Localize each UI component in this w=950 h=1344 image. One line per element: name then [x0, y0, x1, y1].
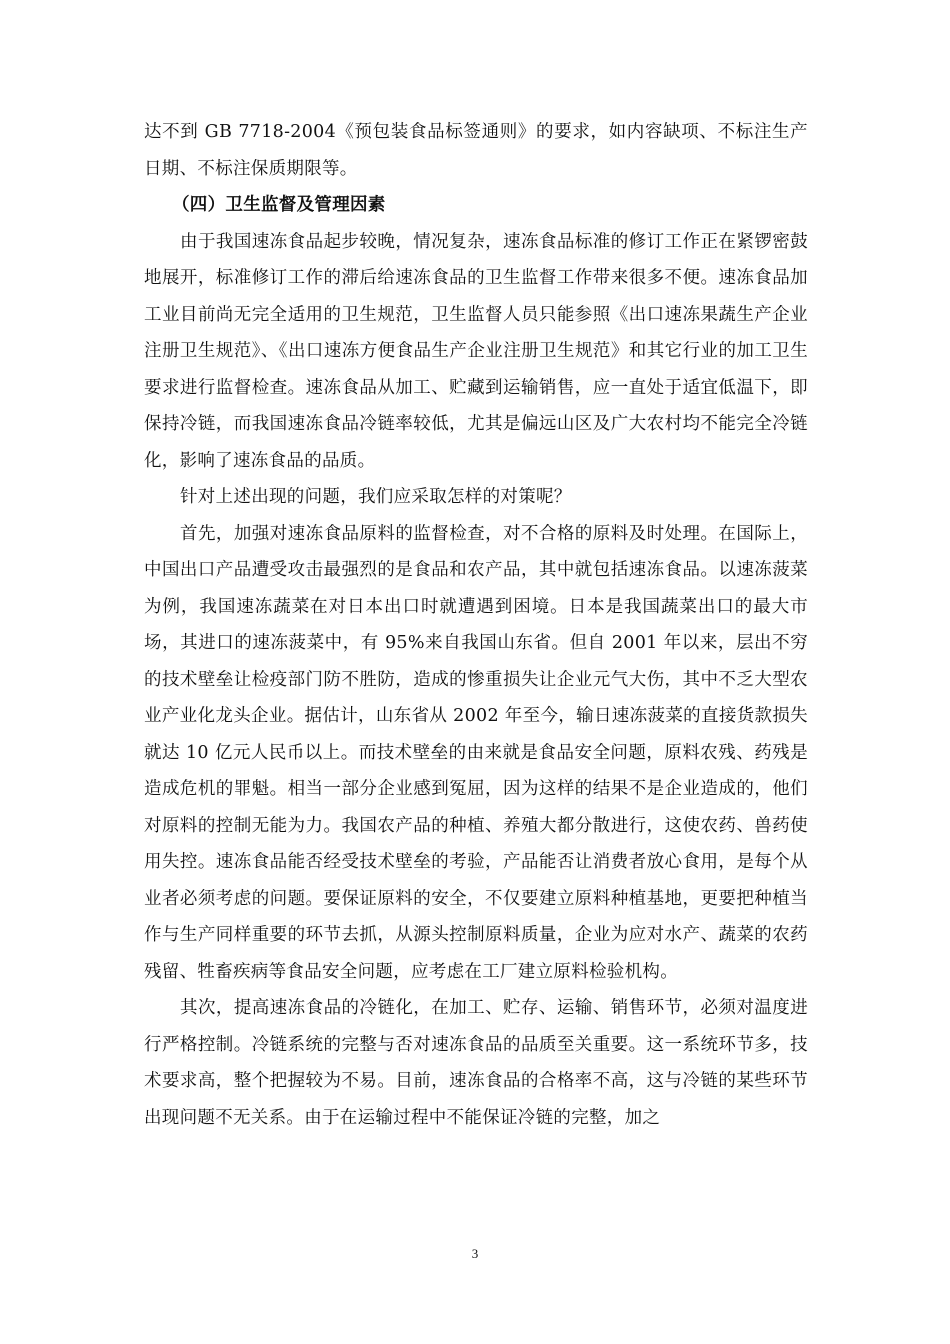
document-body — [144, 114, 808, 1136]
paragraph-countermeasures-question: 针对上述出现的问题，我们应采取怎样的对策呢？ — [180, 487, 572, 507]
paragraph-cold-chain: 其次，提高速冻食品的冷链化，在加工、贮存、运输、销售环节，必须对温度进行严格控制。冷链系统的完整与否对速冻食品的品质至关重要。这一系统环节多，技术要求高，整个把握较为不易。目前，速冻食品的合格率不高，这与冷链的某些环节出现问题不无关系。由于在运输过程中不能保证冷链的完整，加之 — [144, 998, 808, 1128]
section-heading-hygiene-supervision: （四）卫生监督及管理因素 — [172, 195, 386, 215]
paragraph-hygiene-supervision: 由于我国速冻食品起步较晚，情况复杂，速冻食品标准的修订工作正在紧锣密鼓地展开，标准修订工作的滞后给速冻食品的卫生监督工作带来很多不便。速冻食品加工业目前尚无完全适用的卫生规范，卫生监督人员只能参照《出口速冻果蔬生产企业注册卫生规范》、《出口速冻方便食品生产企业注册卫生规范》和其它行业的加工卫生要求进行监督检查。速冻食品从加工、贮藏到运输销售，应一直处于适宜低温下，即保持冷链，而我国速冻食品冷链率较低，尤其是偏远山区及广大农村均不能完全冷链化，影响了速冻食品的品质。 — [144, 231, 808, 471]
page-number: 3 — [471, 1246, 479, 1261]
paragraph-raw-material-inspection: 首先，加强对速冻食品原料的监督检查，对不合格的原料及时处理。在国际上，中国出口产品遭受攻击最强烈的是食品和农产品，其中就包括速冻食品。以速冻菠菜为例，我国速冻蔬菜在对日本出口时就遭遇到困境。日本是我国蔬菜出口的最大市场，其进口的速冻菠菜中，有 95%来自我国山东省。但自 2001 年以来，层出不穷的技术壁垒让检疫部门防不胜防，造成的惨重损失让企业元气大伤，其中不乏大型农业产业化龙头企业。据估计，山东省从 2002 年至今，输日速冻菠菜的直接货款损失就达 10 亿元人民币以上。而技术壁垒的由来就是食品安全问题，原料农残、药残是造成危机的罪魁。相当一部分企业感到冤屈，因为这样的结果不是企业造成的，他们对原料的控制无能为力。我国农产品的种植、养殖大都分散进行，这使农药、兽药使用失控。速冻食品能否经受技术壁垒的考验，产品能否让消费者放心食用，是每个从业者必须考虑的问题。要保证原料的安全，不仅要建立原料种植基地，更要把种植当作与生产同样重要的环节去抓，从源头控制原料质量，企业为应对水产、蔬菜的农药残留、牲畜疾病等食品安全问题，应考虑在工厂建立原料检验机构。 — [144, 523, 808, 982]
paragraph-label-requirements: 达不到 GB 7718-2004《预包装食品标签通则》的要求，如内容缺项、不标注生产日期、不标注保质期限等。 — [144, 122, 808, 179]
